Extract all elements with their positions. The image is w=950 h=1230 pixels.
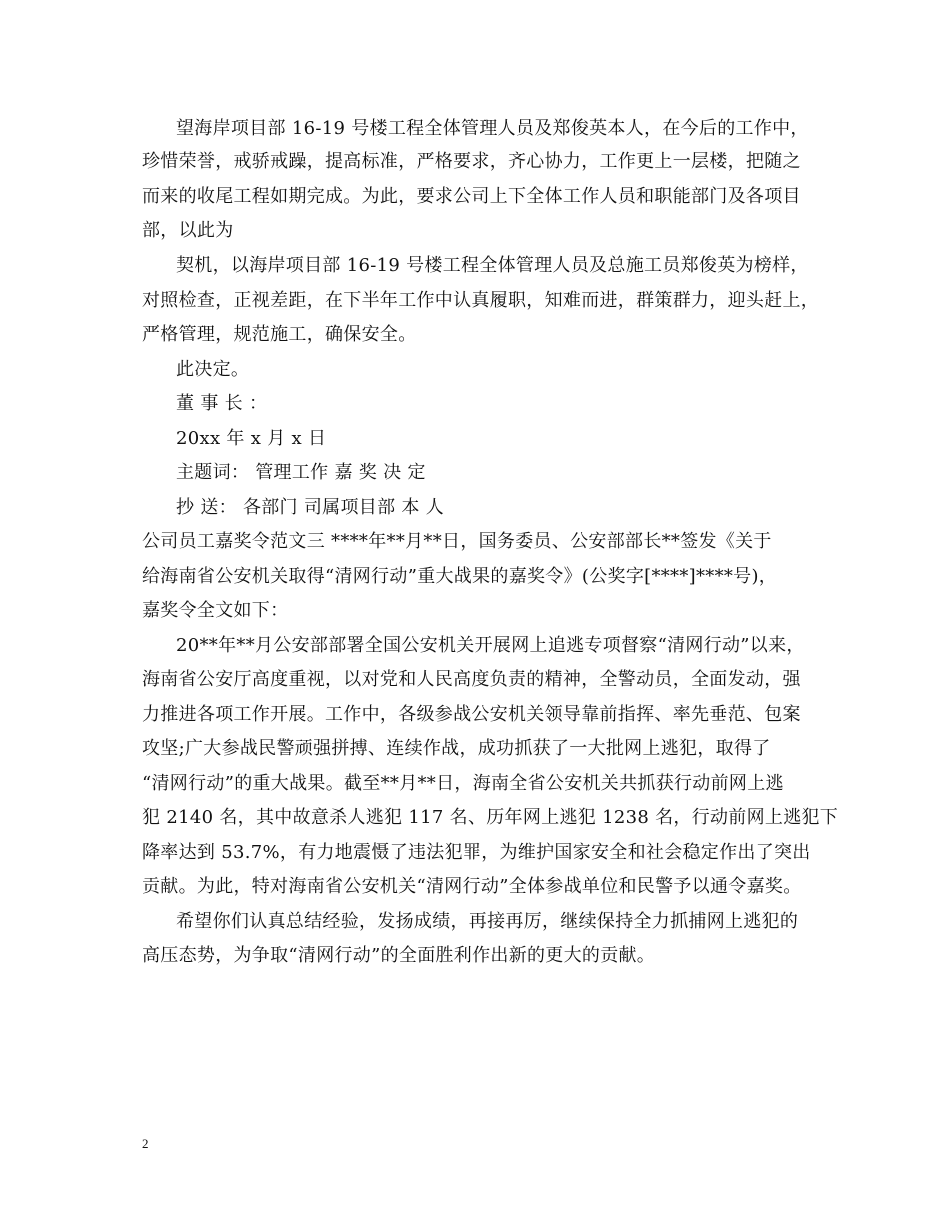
paragraph-line: 20**年**月公安部部署全国公安机关开展网上追逃专项督察“清网行动”以来， [176, 635, 805, 656]
page-number: 2 [142, 1136, 149, 1151]
paragraph-line: 契机，以海岸项目部 16-19 号楼工程全体管理人员及总施工员郑俊英为榜样， [176, 255, 809, 276]
paragraph-line: 力推进各项工作开展。工作中，各级参战公安机关领导靠前指挥、率先垂范、包案 [142, 704, 801, 725]
paragraph-line: 犯 2140 名，其中故意杀人逃犯 117 名、历年网上逃犯 1238 名，行动前网上逃犯下 [142, 807, 839, 828]
paragraph-line: 海南省公安厅高度重视，以对党和人民高度负责的精神，全警动员，全面发动，强 [142, 669, 801, 690]
signatory-line: 董 事 长 ： [176, 393, 268, 414]
paragraph-line: 对照检查，正视差距，在下半年工作中认真履职，知难而进，群策群力，迎头赶上， [142, 290, 820, 311]
decision-closing: 此决定。 [176, 359, 250, 380]
date-line: 20xx 年 x 月 x 日 [176, 428, 327, 449]
paragraph-line: 给海南省公安机关取得“清网行动”重大战果的嘉奖令》(公奖字[****]****号)， [142, 566, 778, 587]
paragraph-line: 贡献。为此，特对海南省公安机关“清网行动”全体参战单位和民警予以通令嘉奖。 [142, 876, 802, 897]
cc-line: 抄 送： 各部门 司属项目部 本 人 [176, 497, 445, 518]
paragraph-line: 部，以此为 [142, 220, 234, 241]
section-title-line: 公司员工嘉奖令范文三 ****年**月**日，国务委员、公安部部长**签发《关于 [142, 531, 772, 552]
paragraph-line: 高压态势，为争取“清网行动”的全面胜利作出新的更大的贡献。 [142, 945, 656, 966]
paragraph-line: 而来的收尾工程如期完成。为此，要求公司上下全体工作人员和职能部门及各项目 [142, 186, 801, 207]
paragraph-line: 希望你们认真总结经验，发扬成绩，再接再厉，继续保持全力抓捕网上逃犯的 [176, 911, 799, 932]
paragraph-line: 降率达到 53.7%，有力地震慑了违法犯罪，为维护国家安全和社会稳定作出了突出 [142, 842, 811, 863]
subject-words-line: 主题词： 管理工作 嘉 奖 决 定 [176, 462, 426, 483]
paragraph-line: 攻坚;广大参战民警顽强拼搏、连续作战，成功抓获了一大批网上逃犯，取得了 [142, 738, 771, 759]
paragraph-line: 严格管理，规范施工，确保安全。 [142, 324, 417, 345]
paragraph-line: 珍惜荣誉，戒骄戒躁，提高标准，严格要求，齐心协力，工作更上一层楼，把随之 [142, 151, 801, 172]
paragraph-line: “清网行动”的重大战果。截至**月**日，海南全省公安机关共抓获行动前网上逃 [142, 773, 784, 794]
paragraph-line: 望海岸项目部 16-19 号楼工程全体管理人员及郑俊英本人，在今后的工作中， [176, 118, 809, 139]
paragraph-line: 嘉奖令全文如下： [142, 600, 289, 621]
